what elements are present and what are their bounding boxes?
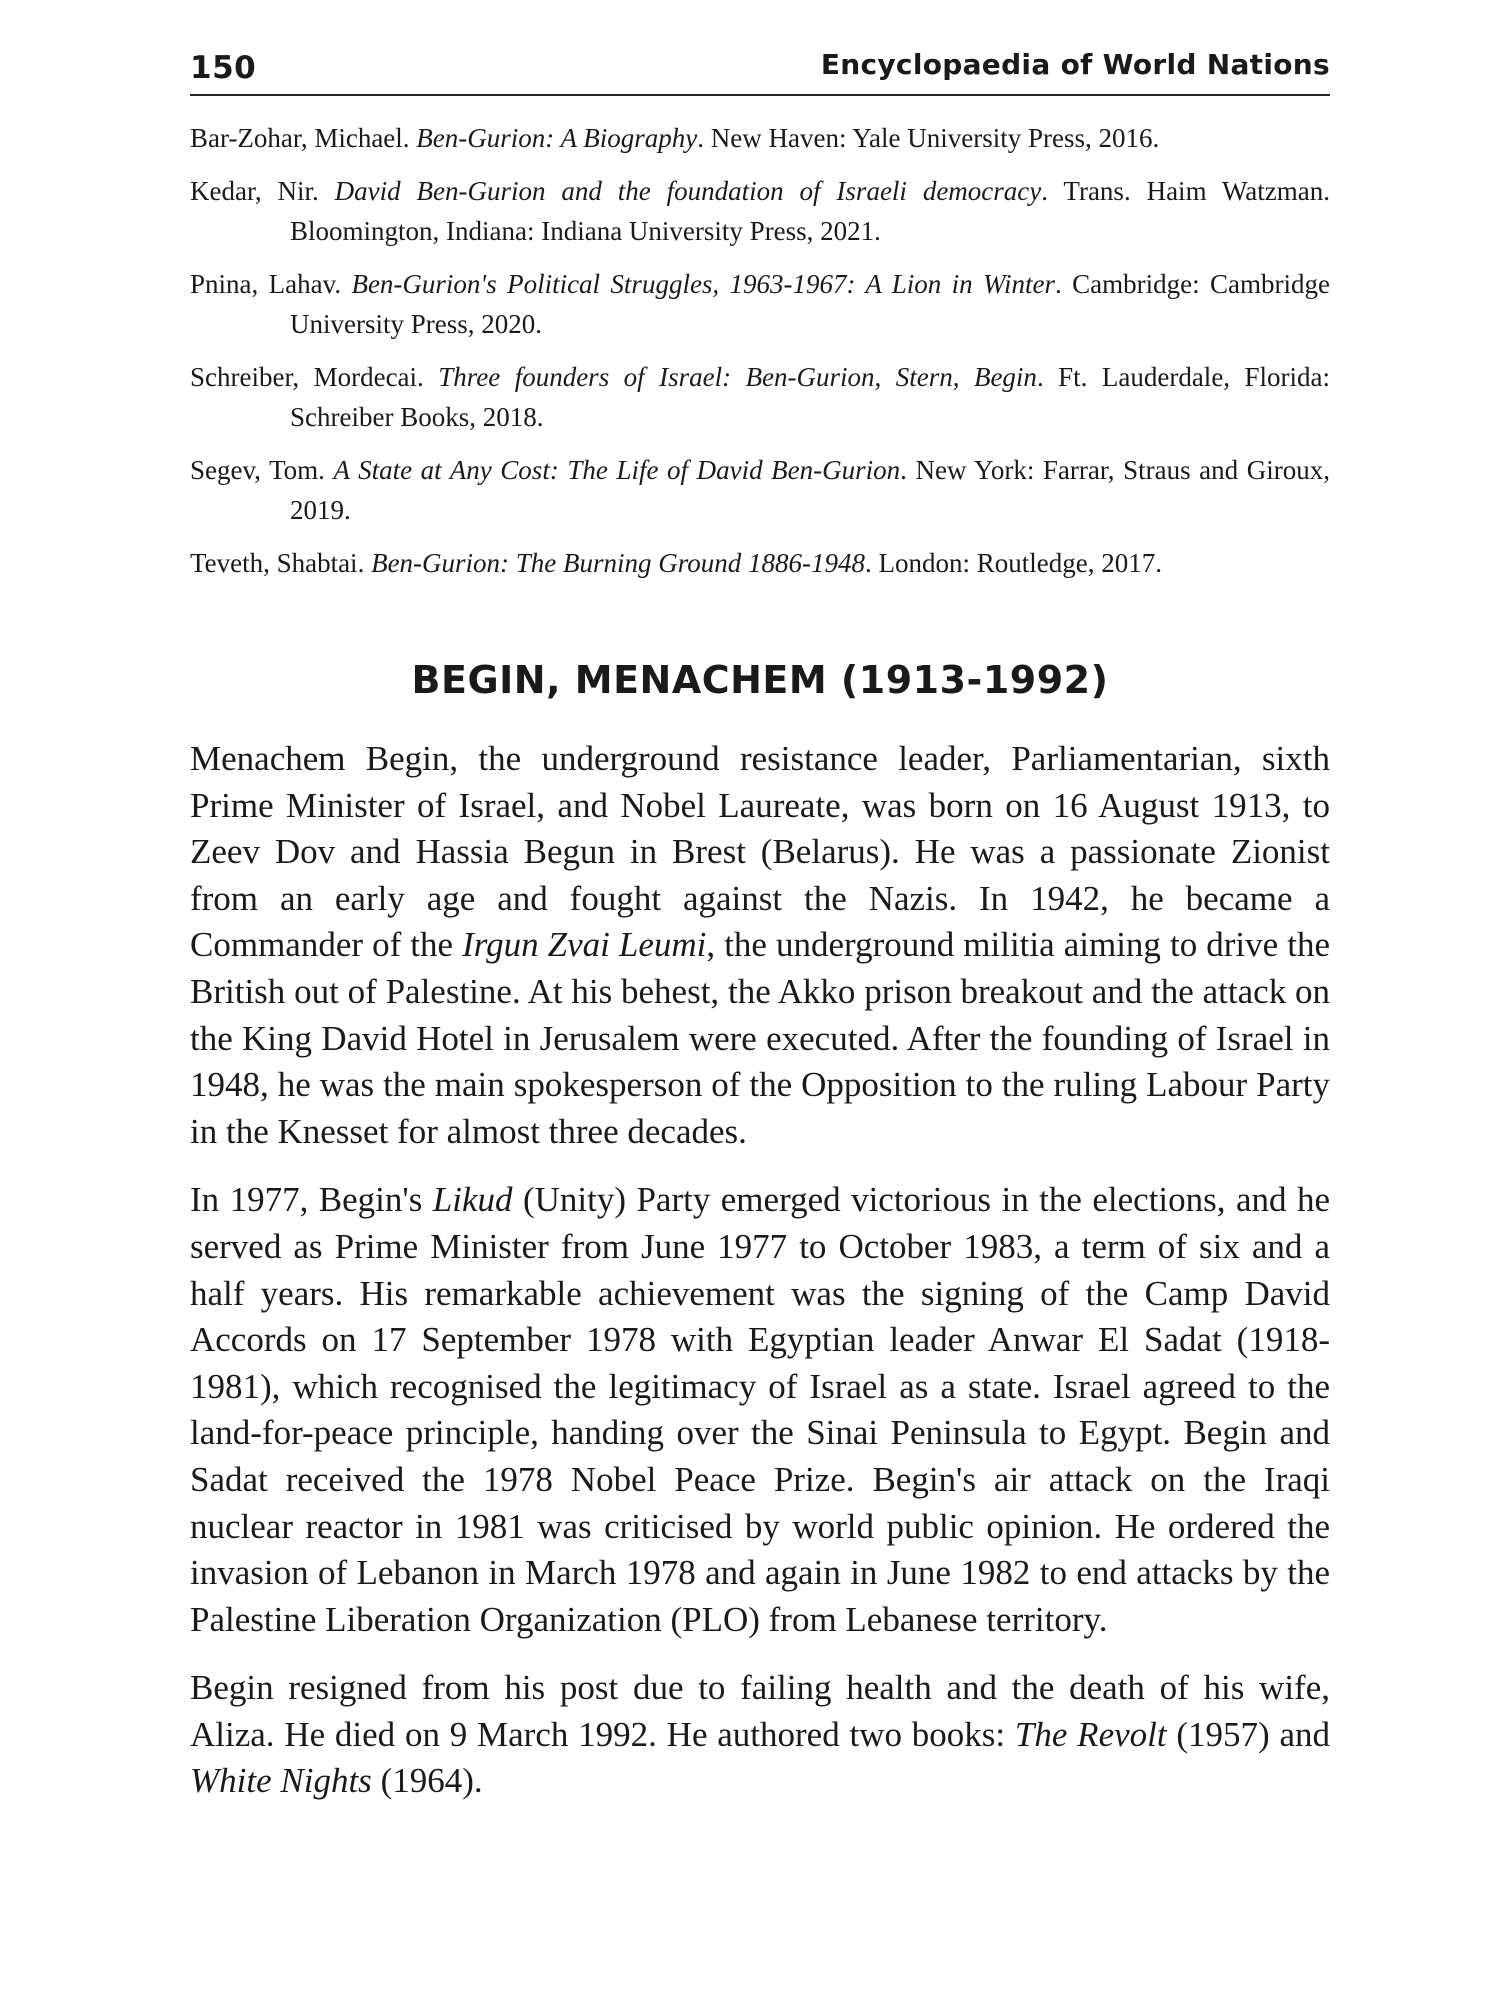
italic-term: Likud [432,1180,513,1220]
bib-title: David Ben-Gurion and the foundation of Israeli democracy [334,176,1042,206]
bib-author: Kedar, Nir. [190,176,335,206]
bib-publication: . London: Routledge, 2017. [865,548,1163,578]
bib-title: Ben-Gurion: The Burning Ground 1886-1948 [371,548,866,578]
bibliography-entry [190,264,1330,344]
bib-title: A State at Any Cost: The Life of David Ben-Gurion [333,455,901,485]
bib-author: Segev, Tom. [190,455,334,485]
bib-publication: . Ft. Lauderdale, Florida: Schreiber Books, 2018. [290,362,1331,432]
text-run: , the underground militia aiming to drive the British out of Palestine. At his behest, the Akko prison breakout and the attack on the King David Hotel in Jerusalem were executed. After the founding of Israel in 1948, he was the main spokesperson of the Opposition to the ruling Labour Party in the Knesset for almost three decades. [190,925,1330,1151]
bib-publication: . New Haven: Yale University Press, 2016. [697,123,1160,153]
text-run: (1964). [371,1761,483,1801]
bibliography-entry [190,118,1330,158]
entry-body [190,736,1330,1827]
bib-author: Teveth, Shabtai. [190,548,372,578]
bib-publication: . New York: Farrar, Straus and Giroux, 2019. [290,455,1330,525]
text-run: Begin resigned from his post due to failing health and the death of his wife, Aliza. He died on 9 March 1992. He authored two books: [190,1668,1330,1754]
bib-publication: . Trans. Haim Watzman. Bloomington, Indiana: Indiana University Press, 2021. [290,176,1330,246]
bib-title: Ben-Gurion: A Biography [416,123,698,153]
bib-author: Pnina, Lahav. [190,269,352,299]
text-run: Menachem Begin, the underground resistance leader, Parliamentarian, sixth Prime Minister of Israel, and Nobel Laureate, was born on 16 August 1913, to Zeev Dov and Hassia Begun in Brest (Belarus). He was a passionate Zionist from an early age and fought against the Nazis. In 1942, he became a Commander of the [190,739,1330,965]
bibliography [190,118,1330,596]
italic-book-title: The Revolt [1014,1714,1167,1754]
italic-term: Irgun Zvai Leumi [462,925,707,965]
paragraph-1 [190,736,1330,1155]
bib-title: Ben-Gurion's Political Struggles, 1963-1967: A Lion in Winter [351,269,1056,299]
text-run: (Unity) Party emerged victorious in the elections, and he served as Prime Minister from June 1977 to October 1983, a term of six and a half years. His remarkable achievement was the signing of the Camp David Accords on 17 September 1978 with Egyptian leader Anwar El Sadat (1918-1981), which recognised the legitimacy of Israel as a state. Israel agreed to the land-for-peace principle, handing over the Sinai Peninsula to Egypt. Begin and Sadat received the 1978 Nobel Peace Prize. Begin's air attack on the Iraqi nuclear reactor in 1981 was criticised by world public opinion. He ordered the invasion of Lebanon in March 1978 and again in June 1982 to end attacks by the Palestine Liberation Organization (PLO) from Lebanese territory. [190,1180,1330,1639]
paragraph-3 [190,1665,1330,1805]
text-run: (1957) and [1166,1714,1330,1754]
bibliography-entry [190,357,1330,437]
entry-heading: BEGIN, MENACHEM (1913-1992) [411,658,1109,702]
bib-title: Three founders of Israel: Ben-Gurion, Stern, Begin [438,362,1037,392]
paragraph-2 [190,1177,1330,1643]
bib-author: Schreiber, Mordecai. [190,362,439,392]
bib-author: Bar-Zohar, Michael. [190,123,417,153]
bibliography-entry [190,543,1330,583]
page-number: 150 [190,50,257,86]
bib-publication: . Cambridge: Cambridge University Press, 2020. [290,269,1330,339]
running-header [190,42,1330,96]
book-title: Encyclopaedia of World Nations [820,48,1330,81]
bibliography-entry [190,450,1330,530]
italic-book-title: White Nights [190,1761,372,1801]
bibliography-entry [190,171,1330,251]
text-run: In 1977, Begin's [190,1180,433,1220]
